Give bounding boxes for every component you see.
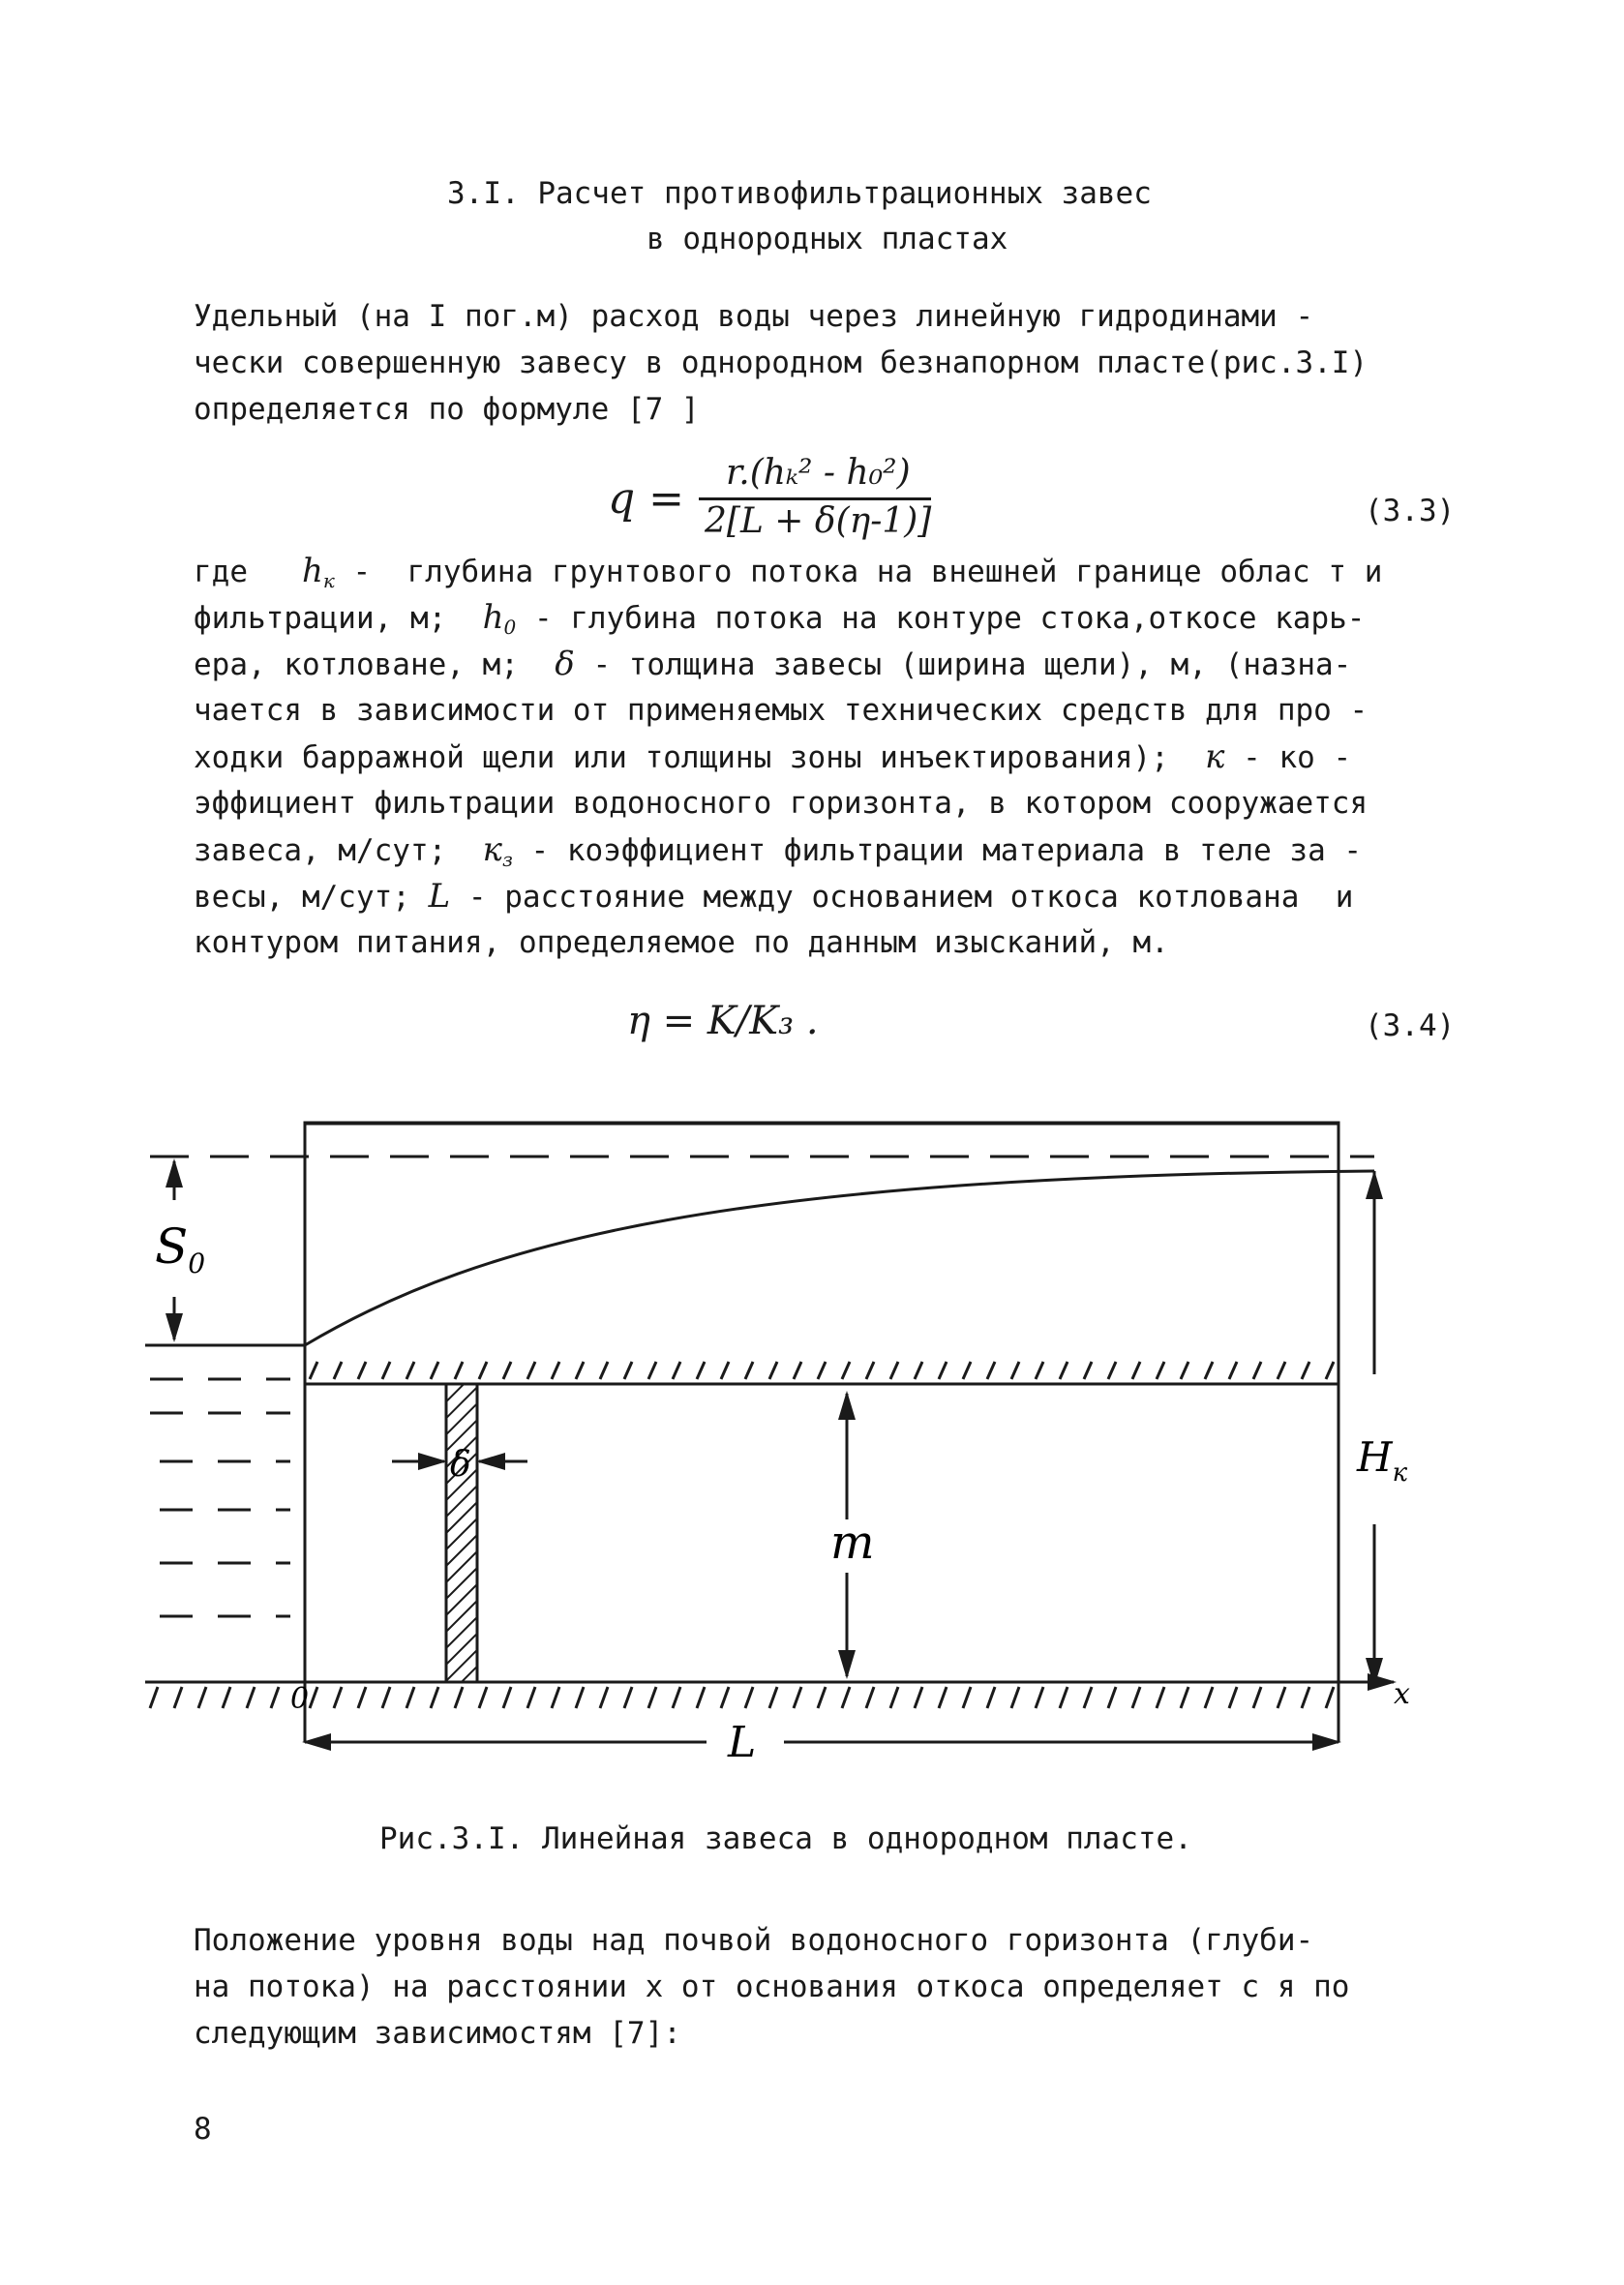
section-heading-line2: в однородных пластах: [647, 222, 1008, 256]
defs-line-5: ходки барражной щели или толщины зоны инъектирования); к - ко -: [194, 737, 1352, 776]
defs-where: где: [194, 555, 248, 589]
section-heading-line1: 3.I. Расчет противофильтрационных завес: [447, 176, 1152, 211]
formula-3-4: η = K/K₃ .: [627, 999, 819, 1043]
formula-3-3-lhs: q =: [608, 474, 685, 524]
symbol-L: L: [428, 877, 451, 916]
roof-hatching: [310, 1362, 1334, 1379]
paragraph-1-line-3: определяется по формуле [7 ]: [194, 392, 700, 427]
defs-line-8: весы, м/сут; L - расстояние между основанием откоса котлована и: [194, 877, 1354, 916]
defs-line-1: [194, 552, 1382, 600]
label-L: L: [728, 1718, 757, 1767]
defs-line-3: ера, котловане, м; δ - толщина завесы (ширина щели), м, (назна-: [194, 645, 1352, 683]
label-s0: $S_0$: [155, 1218, 206, 1279]
curtain-diagram: [135, 1103, 1452, 1800]
label-delta: δ: [450, 1445, 471, 1485]
defs-line-6: эффициент фильтрации водоносного горизонта, в котором сооружается: [194, 786, 1368, 821]
symbol-h-0: $h_0$: [482, 598, 517, 639]
paragraph-2-line-2: на потока) на расстоянии x от основания откоса определяет с я по: [194, 1969, 1350, 2004]
fraction-bar: [699, 497, 931, 500]
paragraph-2-line-1: Положение уровня воды над почвой водоносного горизонта (глуби-: [194, 1923, 1314, 1958]
figure-caption: Рис.3.I. Линейная завеса в однородном пласте.: [379, 1821, 1192, 1856]
paragraph-1-line-1: Удельный (на I пог.м) расход воды через линейную гидродинами -: [194, 299, 1314, 334]
label-origin: 0: [290, 1682, 310, 1716]
formula-3-3-number: (3.3): [1365, 494, 1456, 528]
defs-line-2: фильтрации, м; $h_0$ - глубина потока на контуре стока,откосе карь-: [194, 598, 1365, 646]
depression-curve: [305, 1171, 1374, 1345]
formula-3-3-denominator: 2[L + δ(η-1)]: [705, 501, 932, 541]
defs-line-4: чается в зависимости от применяемых технических средств для про -: [194, 693, 1368, 728]
pit-water-dashes: [150, 1379, 290, 1616]
formula-3-3-numerator: r.(hₖ² - h₀²): [726, 453, 911, 493]
label-m: m: [830, 1516, 875, 1570]
label-hk: $H_к$: [1357, 1433, 1408, 1488]
paragraph-1-line-2: чески совершенную завесу в однородном безнапорном пласте(рис.3.I): [194, 346, 1368, 380]
symbol-k: к: [1205, 737, 1225, 776]
defs-line-7: завеса, м/сут; $к_з$ - коэффициент фильтрации материала в теле за -: [194, 830, 1362, 879]
paragraph-2-line-3: следующим зависимостям [7]:: [194, 2016, 681, 2051]
symbol-h-k: $h_к$: [302, 552, 335, 592]
page-number: 8: [194, 2112, 212, 2147]
symbol-delta: δ: [555, 645, 575, 683]
curtain-wall: [446, 1384, 477, 1682]
defs-text-1: - глубина грунтового потока на внешней границе облас т и: [352, 555, 1383, 589]
symbol-k-z: $к_з$: [482, 830, 513, 871]
defs-line-9: контуром питания, определяемое по данным изысканий, м.: [194, 925, 1169, 960]
formula-3-4-number: (3.4): [1365, 1008, 1456, 1043]
bottom-hatching: [150, 1687, 1334, 1708]
label-x: x: [1394, 1677, 1410, 1711]
